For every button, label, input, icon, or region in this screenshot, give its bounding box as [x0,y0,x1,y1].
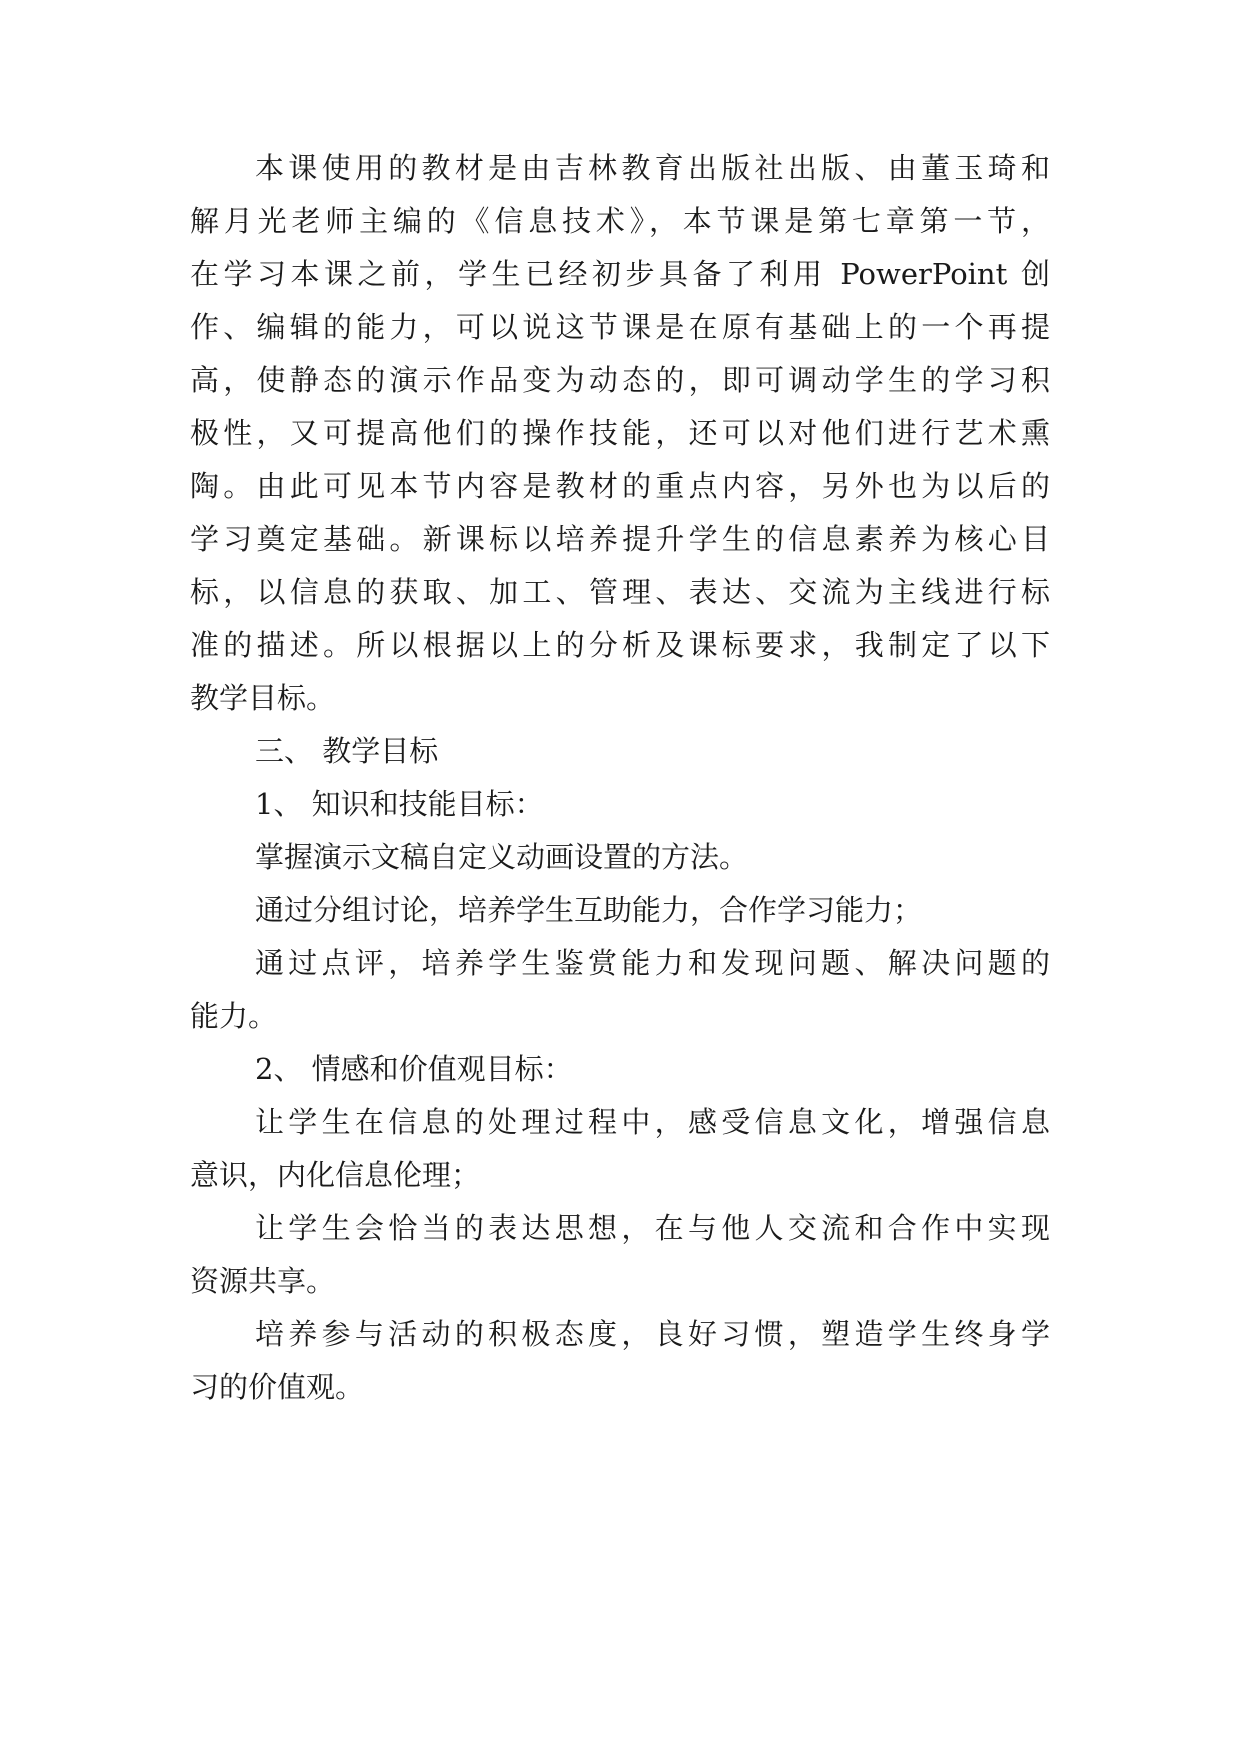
paragraph-line: 习的价值观。 [190,1370,365,1404]
paragraph-line: 培养参与活动的积极态度，良好习惯，塑造学生终身学 [255,1317,1050,1351]
paragraph-line: 通过分组讨论，培养学生互助能力，合作学习能力； [255,893,923,927]
paragraph-line: 让学生在信息的处理过程中，感受信息文化，增强信息 [255,1105,1050,1139]
paragraph-line: 意识，内化信息伦理； [190,1158,481,1192]
paragraph-line: 高，使静态的演示作品变为动态的，即可调动学生的学习积 [190,363,1050,397]
subsection-heading: 1、 知识和技能目标： [255,787,544,821]
paragraph-line: 资源共享。 [190,1264,336,1298]
paragraph-line: 解月光老师主编的《信息技术》，本节课是第七章第一节， [190,204,1050,238]
paragraph-line: 学习奠定基础。新课标以培养提升学生的信息素养为核心目 [190,522,1050,556]
paragraph-line: 陶。由此可见本节内容是教材的重点内容，另外也为以后的 [190,469,1050,503]
paragraph-line: 让学生会恰当的表达思想，在与他人交流和合作中实现 [255,1211,1050,1245]
paragraph-line: 作、编辑的能力，可以说这节课是在原有基础上的一个再提 [190,310,1050,344]
paragraph-line: 标，以信息的获取、加工、管理、表达、交流为主线进行标 [190,575,1050,609]
section-heading: 三、 教学目标 [255,734,439,768]
paragraph-line: 能力。 [190,999,278,1033]
paragraph-line: 极性，又可提高他们的操作技能，还可以对他们进行艺术熏 [190,416,1050,450]
paragraph-line: 本课使用的教材是由吉林教育出版社出版、由董玉琦和 [255,151,1050,185]
paragraph-line: 教学目标。 [190,681,336,715]
paragraph-line: 准的描述。所以根据以上的分析及课标要求，我制定了以下 [190,628,1050,662]
paragraph-line: 掌握演示文稿自定义动画设置的方法。 [255,840,749,874]
paragraph-line: 通过点评，培养学生鉴赏能力和发现问题、解决问题的 [255,946,1050,980]
subsection-heading: 2、 情感和价值观目标： [255,1052,573,1086]
paragraph-line: 在学习本课之前，学生已经初步具备了利用 PowerPoint 创 [190,257,1050,291]
